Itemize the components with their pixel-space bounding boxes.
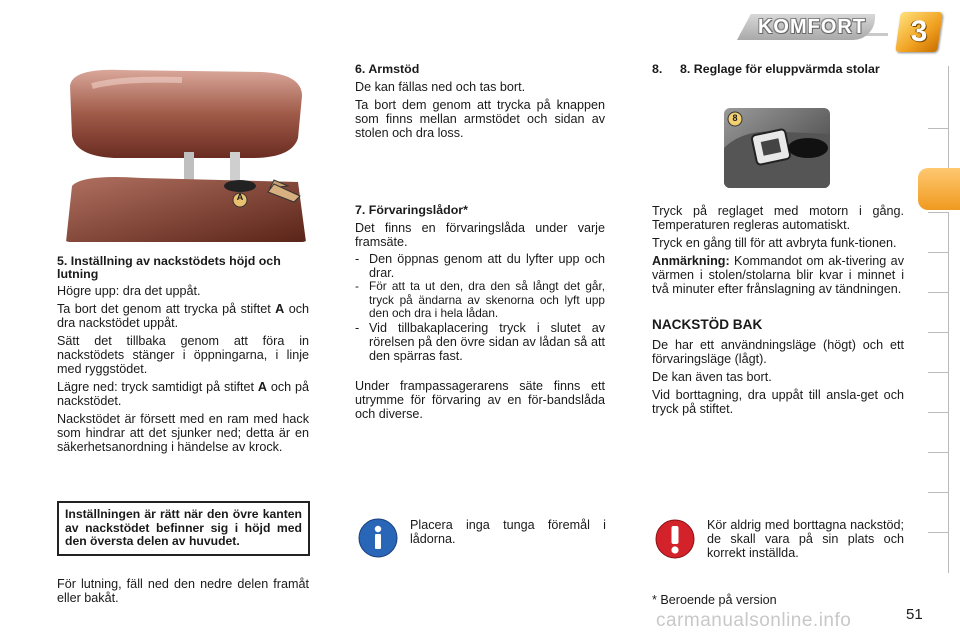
col3-note: Anmärkning: Kommandot om ak-tivering av värmen i stolen/stolarna blir kvar i minnet i två minuter efter frånslagning av tändningen. bbox=[652, 254, 904, 296]
col3-p8a: Tryck på reglaget med motorn i gång. Temperaturen regleras automatiskt. bbox=[652, 204, 904, 232]
photo-label-8: 8 bbox=[732, 113, 738, 123]
col3-r2: De kan även tas bort. bbox=[652, 370, 772, 384]
side-tab-5[interactable] bbox=[928, 252, 949, 293]
side-tab-4[interactable] bbox=[928, 212, 949, 253]
column-2-mid bbox=[355, 204, 605, 421]
side-tab-10[interactable] bbox=[928, 452, 949, 493]
headrest-photo bbox=[62, 66, 310, 242]
column-2-top bbox=[355, 63, 605, 140]
list-item: - Den öppnas genom att du lyfter upp och drar. bbox=[355, 252, 605, 280]
col2-p7: Det finns en förvaringslåda under varje framsäte. bbox=[355, 221, 605, 249]
side-tab-11[interactable] bbox=[928, 492, 949, 533]
section-7-heading: 7. Förvaringslådor* bbox=[355, 203, 468, 217]
col2-p7b: Under frampassagerarens säte finns ett utrymme för förvaring av en för-bandslåda och diverse. bbox=[355, 378, 605, 421]
page-title: KOMFORT bbox=[757, 16, 867, 38]
footnote: * Beroende på version bbox=[652, 593, 777, 607]
col1-p4: Lägre ned: tryck samtidigt på stiftet A och på nackstödet. bbox=[57, 380, 310, 408]
side-tab-active[interactable] bbox=[918, 168, 960, 210]
warning-text: Kör aldrig med borttagna nackstöd; de skall vara på sin plats och korrekt inställda. bbox=[707, 518, 904, 560]
side-tab-7[interactable] bbox=[928, 332, 949, 373]
col1-p6: För lutning, fäll ned den nedre delen framåt eller bakåt. bbox=[57, 577, 309, 605]
warning-icon bbox=[654, 518, 696, 560]
side-tab-2[interactable] bbox=[928, 128, 949, 169]
headrest-note-box: Inställningen är rätt när den övre kanten av nackstödet befinner sig i höjd med den översta delen av huvudet. bbox=[57, 501, 310, 556]
col2-p6b: Ta bort dem genom att trycka på knappen som finns mellan armstödet och sidan av stolen och dra loss. bbox=[355, 98, 605, 140]
col3-r3: Vid borttagning, dra uppåt till ansla-get och tryck på stiftet. bbox=[652, 388, 904, 416]
section-8-heading: 8. 8. Reglage för eluppvärmda stolar bbox=[652, 62, 880, 76]
column-3 bbox=[652, 204, 904, 416]
col3-p8b: Tryck en gång till för att avbryta funk-tionen. bbox=[652, 236, 897, 250]
column-1 bbox=[57, 255, 309, 454]
section-6-heading: 6. Armstöd bbox=[355, 62, 420, 76]
info-icon bbox=[357, 517, 399, 559]
col3-r1: De har ett användningsläge (högt) och ett förvaringsläge (lågt). bbox=[652, 338, 904, 366]
chapter-number: 3 bbox=[910, 15, 928, 48]
watermark: carmanualsonline.info bbox=[656, 610, 852, 631]
col2-p6a: De kan fällas ned och tas bort. bbox=[355, 80, 526, 94]
side-tab-1[interactable] bbox=[928, 66, 949, 128]
side-tab-8[interactable] bbox=[928, 372, 949, 413]
list-item: - För att ta ut den, dra den så långt det går, tryck på ändarna av skenorna och lyft upp den och dra i hela lådan. bbox=[355, 279, 605, 320]
page-number: 51 bbox=[906, 606, 923, 623]
info-text: Placera inga tunga föremål i lådorna. bbox=[410, 518, 606, 546]
heated-seat-photo bbox=[724, 108, 830, 188]
col1-p3: Sätt det tillbaka genom att föra in nackstödets stänger i öppningarna, i linje med ryggstödet. bbox=[57, 334, 309, 376]
section-5-heading: 5. Inställning av nackstödets höjd och lutning bbox=[57, 254, 281, 281]
side-tab-9[interactable] bbox=[928, 412, 949, 453]
col1-p5: Nackstödet är försett med en ram med hack som hindrar att det sjunker ned; detta är en säkerhetsanordning i händelse av krock. bbox=[57, 412, 309, 454]
side-tab-6[interactable] bbox=[928, 292, 949, 333]
col1-p1: Högre upp: dra det uppåt. bbox=[57, 284, 201, 298]
list-item: - Vid tillbakaplacering tryck i slutet av rörelsen på den övre sidan av lådan så att den spärras fast. bbox=[355, 320, 605, 363]
side-tab-12[interactable] bbox=[928, 532, 949, 573]
rear-headrest-heading: NACKSTÖD BAK bbox=[652, 317, 763, 332]
col1-p2: Ta bort det genom att trycka på stiftet A och dra nackstödet uppåt. bbox=[57, 302, 310, 330]
photo-label-a: A bbox=[236, 192, 244, 202]
